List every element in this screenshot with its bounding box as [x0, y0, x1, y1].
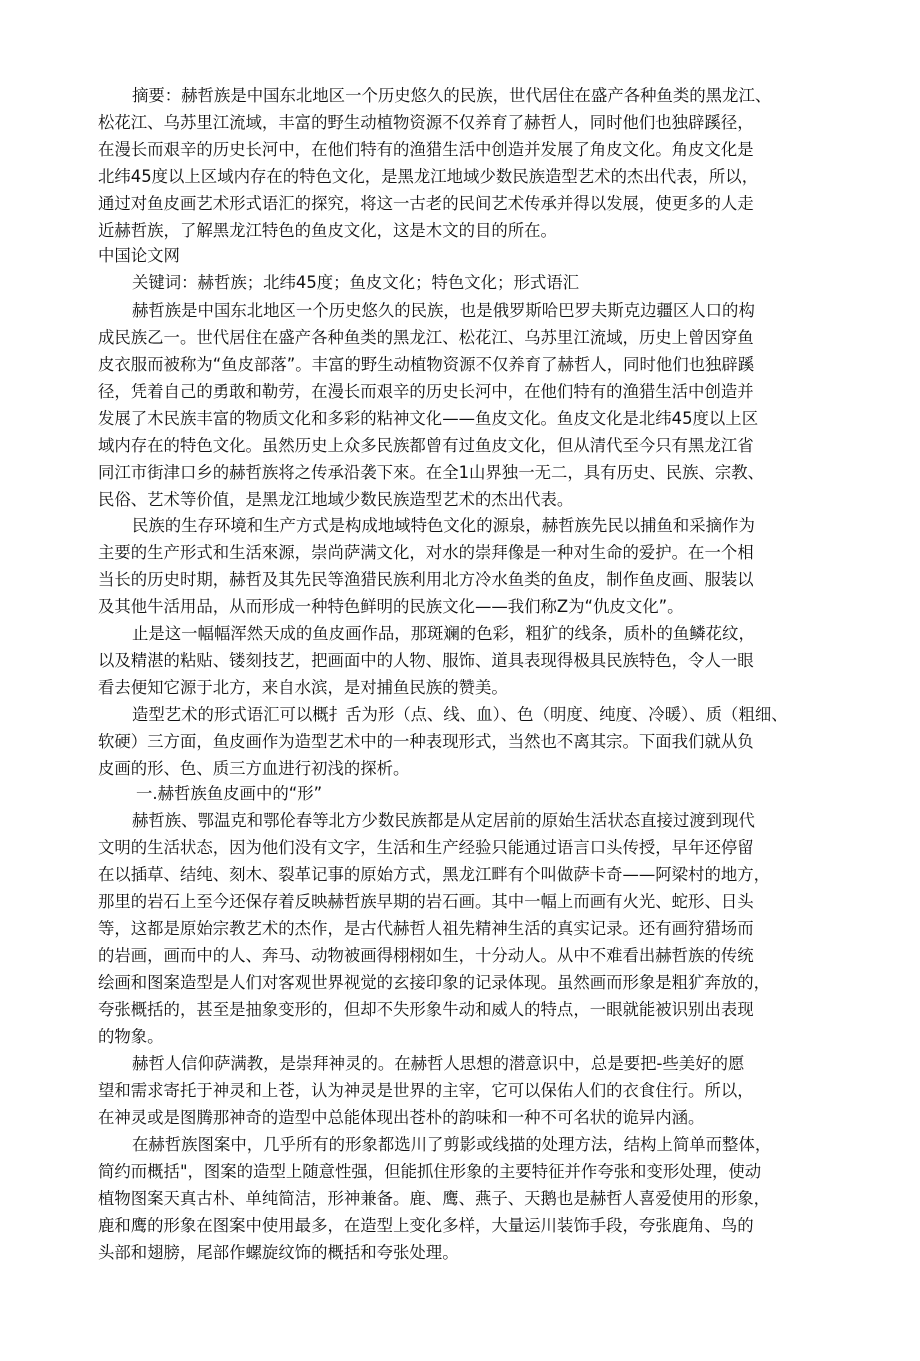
abstract-line: 松花江、乌苏里江流域，丰富的野生动植物资源不仅养育了赫哲人，同时他们也独辟蹊径， — [98, 113, 754, 132]
paragraph-line: 造型艺术的形式语汇可以概扌舌为形（点、线、血）、色（明度、纯度、冷暖）、质（粗细、 — [132, 705, 788, 724]
paragraph-line: 以及精湛的粘贴、镂刻技艺，把画面中的人物、服饰、道具表现得极具民族特色，令人一眼 — [98, 651, 754, 670]
paragraph-line: 植物图案天真古朴、单纯简洁，形神兼备。鹿、鹰、燕子、天鹅也是赫哲人喜爱使用的形象， — [98, 1189, 771, 1208]
paragraph-line: 当长的历史时期，赫哲及其先民等渔猎民族利用北方冷水鱼类的鱼皮，制作鱼皮画、服装以 — [98, 570, 754, 589]
paragraph-line: 那里的岩石上至今还保存着反映赫哲族早期的岩石画。其中一幅上而画有火光、蛇形、日头 — [98, 892, 754, 911]
paragraph-line: 同江市街津口乡的赫哲族将之传承沿袭下來。在全1山界独一无二，具有历史、民族、宗教、 — [98, 463, 765, 482]
paragraph-line: 的岩画，画而中的人、奔马、动物被画得栩栩如生，十分动人。从中不难看出赫哲族的传统 — [98, 946, 754, 965]
paragraph-line: 皮画的形、色、质三方血进行初浅的探析。 — [98, 759, 410, 778]
paragraph-line: 域内存在的特色文化。虽然历史上众多民族都曾有过鱼皮文化，但从清代至今只有黑龙江省 — [98, 436, 754, 455]
paragraph-line: 绘画和图案造型是人们对客观世界视觉的玄接印象的记录体现。虽然画而形象是粗犷奔放的， — [98, 973, 771, 992]
source-label: 中国论文网 — [98, 246, 180, 265]
abstract-line: 通过对鱼皮画艺术形式语汇的探究，将这一古老的民间艺术传承并得以发展，使更多的人走 — [98, 194, 754, 213]
paragraph-line: 止是这一幅幅浑然天成的鱼皮画作品，那斑斓的色彩，粗犷的线条，质朴的鱼鳞花纹， — [132, 624, 755, 643]
paragraph-line: 主要的生产形式和生活來源，崇尚萨满文化，对水的崇拜像是一种对生命的爱护。在一个相 — [98, 543, 754, 562]
paragraph-line: 文明的生活状态，因为他们没有文字，生活和生产经验只能通过语言口头传授，早年还停留 — [98, 838, 754, 857]
paragraph-line: 鹿和鹰的形象在图案中使用最多，在造型上变化多样，大量运川装饰手段，夸张鹿角、鸟的 — [98, 1216, 754, 1235]
paragraph-line: 赫哲人信仰萨满教，是崇拜神灵的。在赫哲人思想的潜意识中，总是要把-些美好的愿 — [132, 1054, 745, 1073]
abstract-line: 近赫哲族，了解黑龙江特色的鱼皮文化，这是木文的目的所在。 — [98, 221, 557, 240]
section-heading: 一.赫哲族鱼皮画中的“形” — [136, 784, 323, 803]
paragraph-line: 简约而概括"，图案的造型上随意性强，但能抓住形象的主要特征并作夸张和变形处理，使动 — [98, 1162, 762, 1181]
paragraph-line: 在赫哲族图案中，几乎所有的形象都选川了剪影或线描的处理方法，结构上简单而整体， — [132, 1135, 772, 1154]
paragraph-line: 在以插草、结纯、刻木、裂革记事的原始方式，黑龙江畔有个叫做萨卡奇——阿梁村的地方， — [98, 865, 771, 884]
keywords-line: 关键词：赫哲族；北纬45度；鱼皮文化；特色文化；形式语汇 — [132, 273, 580, 292]
paragraph-line: 民族的生存环境和生产方式是构成地域特色文化的源泉，赫哲族先民以捕鱼和采摘作为 — [132, 516, 755, 535]
abstract-line: 在漫长而艰辛的历史长河中，在他们特有的渔猎生活中创造并发展了角皮文化。角皮文化是 — [98, 140, 754, 159]
paragraph-line: 头部和翅膀，尾部作螺旋纹饰的概括和夸张处理。 — [98, 1243, 459, 1262]
paragraph-line: 在神灵或是图腾那神奇的造型中总能体现出苍朴的韵味和一种不可名状的诡异内涵。 — [98, 1108, 705, 1127]
paragraph-line: 夸张概括的，甚至是抽象变形的，但却不失形象牛动和威人的特点，一眼就能被识别出表现 — [98, 1000, 754, 1019]
paragraph-line: 民俗、艺术等价值，是黑龙江地域少数民族造型艺术的杰出代表。 — [98, 490, 574, 509]
paragraph-line: 等，这都是原始宗教艺术的杰作，是古代赫哲人祖先精神生活的真实记录。还有画狩猎场而 — [98, 919, 754, 938]
paragraph-line: 看去便知它源于北方，来自水滨，是对捕鱼民族的赞美。 — [98, 678, 508, 697]
paragraph-line: 及其他牛活用品，从而形成一种特色鲜明的民族文化——我们称Z为“仇皮文化”。 — [98, 597, 684, 616]
paragraph-line: 赫哲族、鄂温克和鄂伦春等北方少数民族都是从定居前的原始生活状态直接过渡到现代 — [132, 811, 755, 830]
abstract-line: 摘要：赫哲族是中国东北地区一个历史悠久的民族，世代居住在盛产各种鱼类的黑龙江、 — [132, 86, 772, 105]
paragraph-line: 发展了木民族丰富的物质文化和多彩的粘神文化——鱼皮文化。鱼皮文化是北纬45度以上区 — [98, 409, 759, 428]
abstract-line: 北纬45度以上区域内存在的特色文化，是黑龙江地域少数民族造型艺术的杰出代表，所以， — [98, 167, 759, 186]
paragraph-line: 望和需求寄托于神灵和上苍，认为神灵是世界的主宰，它可以保佑人们的衣食住行。所以， — [98, 1081, 754, 1100]
paragraph-line: 成民族乙一。世代居住在盛产各种鱼类的黑龙江、松花江、乌苏里江流域，历史上曾因穿鱼 — [98, 328, 754, 347]
paragraph-line: 软硬）三方面，鱼皮画作为造型艺术中的一种表现形式，当然也不离其宗。下面我们就从负 — [98, 732, 754, 751]
paragraph-line: 的物象。 — [98, 1027, 164, 1046]
paragraph-line: 径，凭着自己的勇敢和勒劳，在漫长而艰辛的历史长河中，在他们特有的渔猎生活中创造并 — [98, 382, 754, 401]
paragraph-line: 皮衣服而被称为“鱼皮部落”。丰富的野生动植物资源不仅养育了赫哲人，同时他们也独辟蹊 — [98, 355, 755, 374]
paragraph-line: 赫哲族是中国东北地区一个历史悠久的民族，也是俄罗斯哈巴罗夫斯克边疆区人口的构 — [132, 301, 755, 320]
